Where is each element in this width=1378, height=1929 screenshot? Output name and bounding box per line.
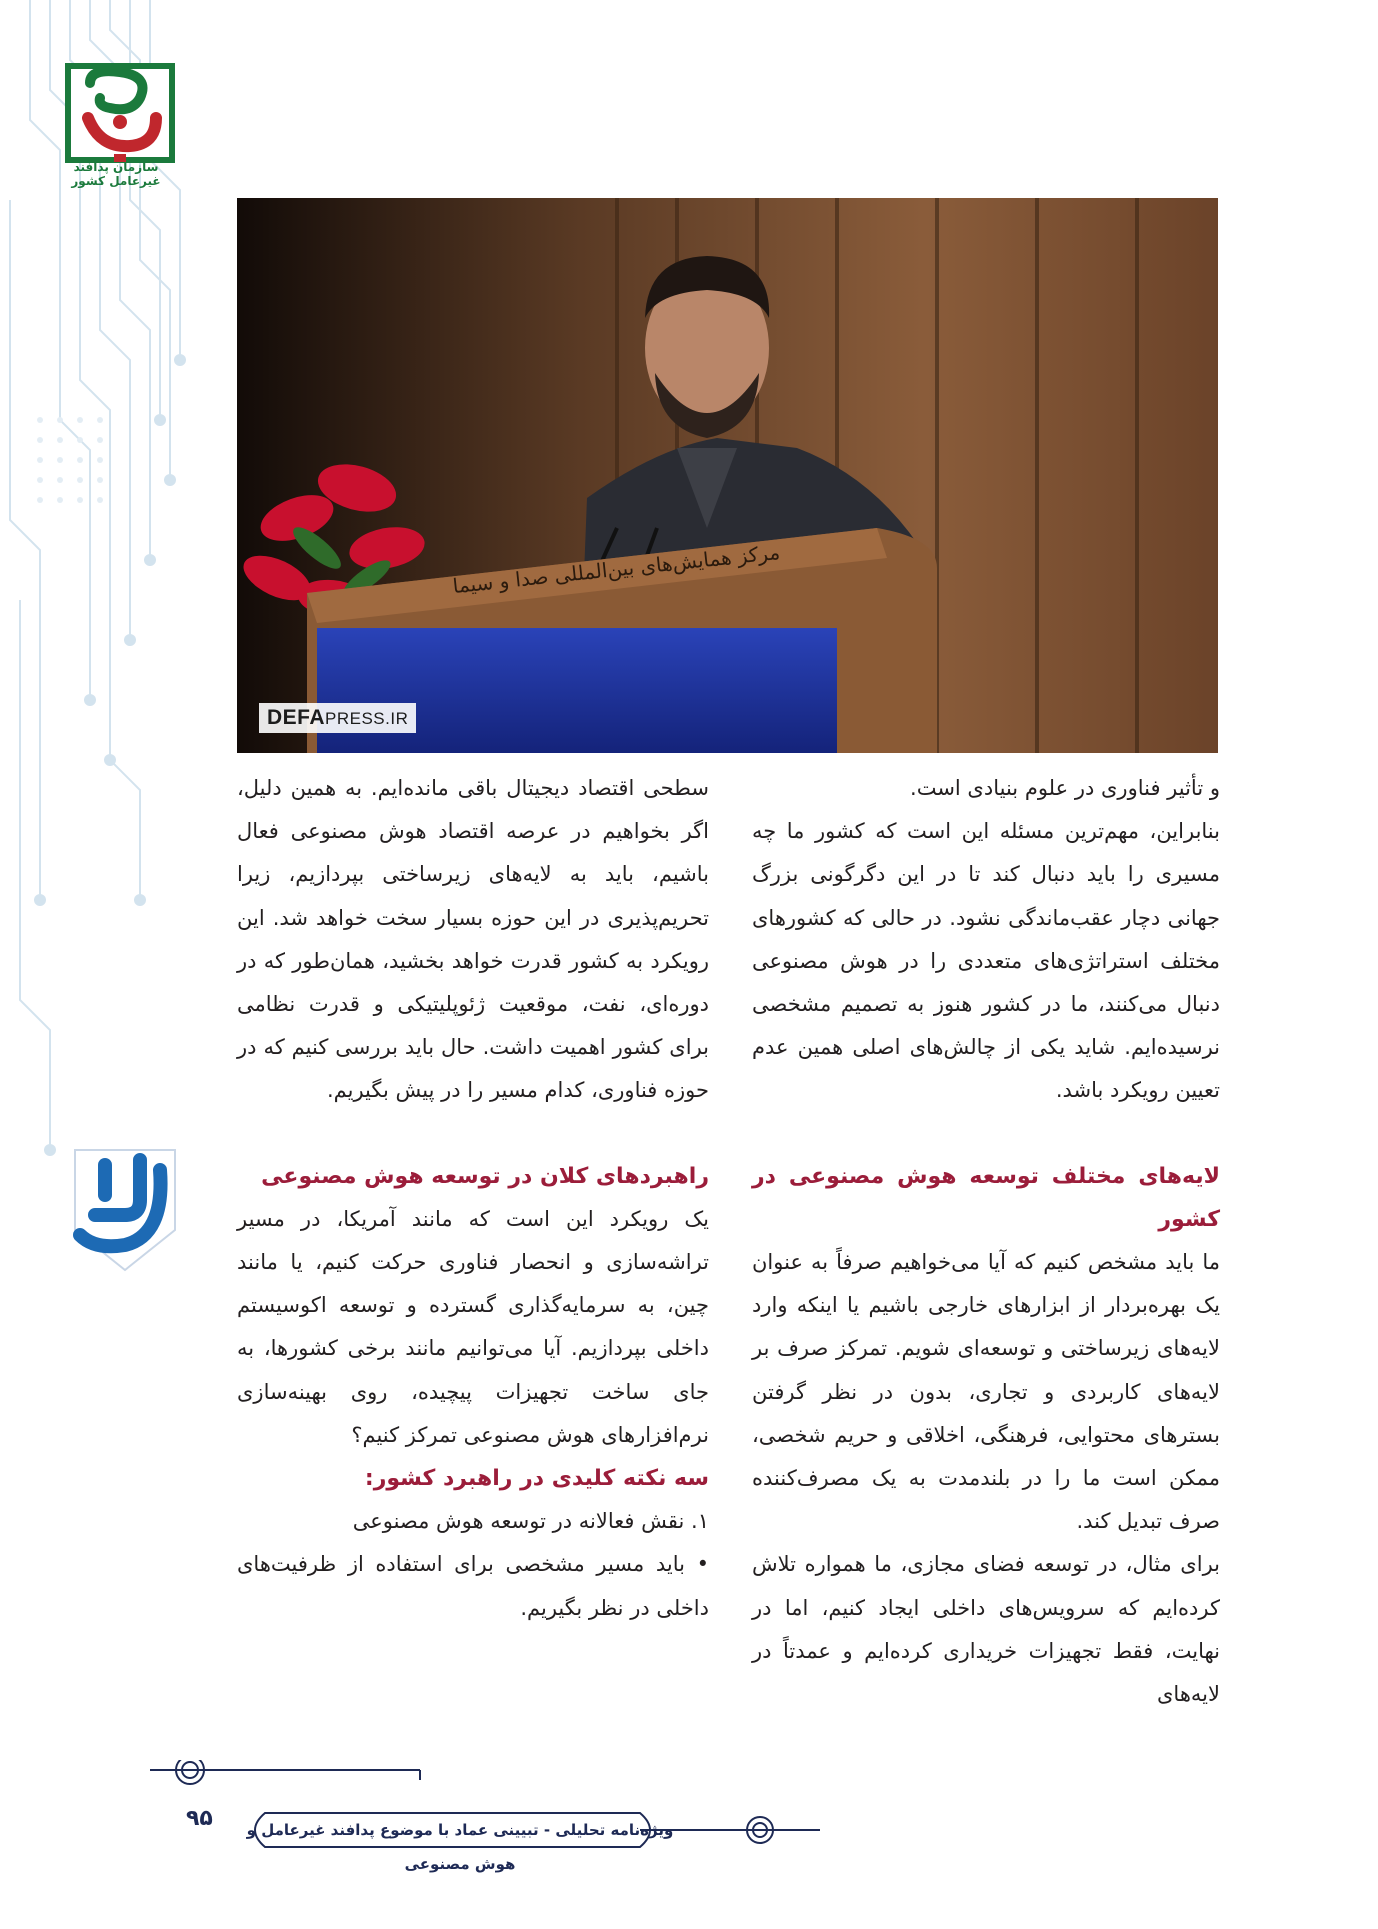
section-heading: راهبردهای کلان در توسعه هوش مصنوعی xyxy=(261,1163,709,1189)
list-item: ۱. نقش فعالانه در توسعه هوش مصنوعی xyxy=(352,1509,709,1534)
article-column-right xyxy=(752,767,1220,1716)
article-column-left xyxy=(237,767,709,1630)
paragraph: یک رویکرد این است که مانند آمریکا، در مسیر تراشه‌سازی و انحصار فناوری حرکت کنیم، یا مانند چین، به سرمایه‌گذاری گسترده و توسعه اکوسیستم داخلی بپردازیم. آیا می‌توانیم مانند برخی کشورها، به جای ساخت تجهیزات پیچیده، روی بهینه‌سازی نرم‌افزارهای هوش مصنوعی تمرکز کنیم؟ xyxy=(237,1206,709,1447)
page-number: ۹۵ xyxy=(186,1806,213,1831)
emad-logo xyxy=(55,1140,190,1280)
paragraph: و تأثیر فناوری در علوم بنیادی است. xyxy=(910,776,1220,800)
paragraph: سطحی اقتصاد دیجیتال باقی مانده‌ایم. به همین دلیل، اگر بخواهیم در عرصه اقتصاد هوش مصنوعی فعال باشیم، باید به لایه‌های زیرساختی بپردازیم، زیرا تحریم‌پذیری در این حوزه بسیار سخت خواهد شد. این رویکرد به کشور قدرت خواهد بخشید، همان‌طور که در دوره‌ای، نفت، موقعیت ژئوپلیتیکی و قدرت نظامی برای کشور اهمیت داشت. حال باید بررسی کنیم که در حوزه فناوری، کدام مسیر را در پیش بگیریم. xyxy=(237,776,709,1103)
list-item: • باید مسیر مشخصی برای استفاده از ظرفیت‌های داخلی در نظر بگیریم. xyxy=(237,1552,709,1620)
speaker-photo xyxy=(237,198,1218,753)
photo-credit xyxy=(259,703,416,733)
paragraph: بنابراین، مهم‌ترین مسئله این است که کشور ما چه مسیری را باید دنبال کند تا در این دگرگونی بزرگ جهانی دچار عقب‌ماندگی نشود. در حالی که کشورهای مختلف استراتژی‌های متعددی را در هوش مصنوعی دنبال می‌کنند، ما در کشور هنوز به تصمیم مشخصی نرسیده‌ایم. شاید یکی از چالش‌های اصلی همین عدم تعیین رویکرد باشد. xyxy=(752,819,1220,1103)
podium-text: مرکز همایش‌های بین‌المللی صدا و سیما xyxy=(451,539,781,599)
photo-credit-main: DEFA xyxy=(267,706,326,729)
photo-credit-suffix: PRESS.IR xyxy=(325,709,409,728)
section-heading: سه نکته کلیدی در راهبرد کشور: xyxy=(364,1466,709,1492)
section-heading: لایه‌های مختلف توسعه هوش مصنوعی در کشور xyxy=(752,1163,1220,1232)
paragraph: ما باید مشخص کنیم که آیا می‌خواهیم صرفاً به عنوان یک بهره‌بردار از ابزارهای خارجی باشیم یا اینکه وارد لایه‌های زیرساختی و توسعه‌ای شویم. تمرکز صرف بر لایه‌های کاربردی و تجاری، بدون در نظر گرفتن بسترهای محتوایی، فرهنگی، اخلاقی و حریم شخصی، ممکن است ما را در بلندمدت به یک مصرف‌کننده صرف تبدیل کند. xyxy=(752,1250,1220,1534)
footer-publication-label: ویژه‌نامه تحلیلی - تبیینی عماد با موضوع پدافند غیرعامل و هوش مصنوعی xyxy=(246,1821,674,1873)
paragraph: برای مثال، در توسعه فضای مجازی، ما همواره تلاش کرده‌ایم که سرویس‌های داخلی ایجاد کنیم، اما در نهایت، فقط تجهیزات خریداری کرده‌ایم و عمدتاً در لایه‌های xyxy=(752,1552,1220,1707)
circuit-background xyxy=(0,0,230,1929)
organization-logo-text: سازمان پدافند غیرعامل کشور xyxy=(71,160,161,188)
